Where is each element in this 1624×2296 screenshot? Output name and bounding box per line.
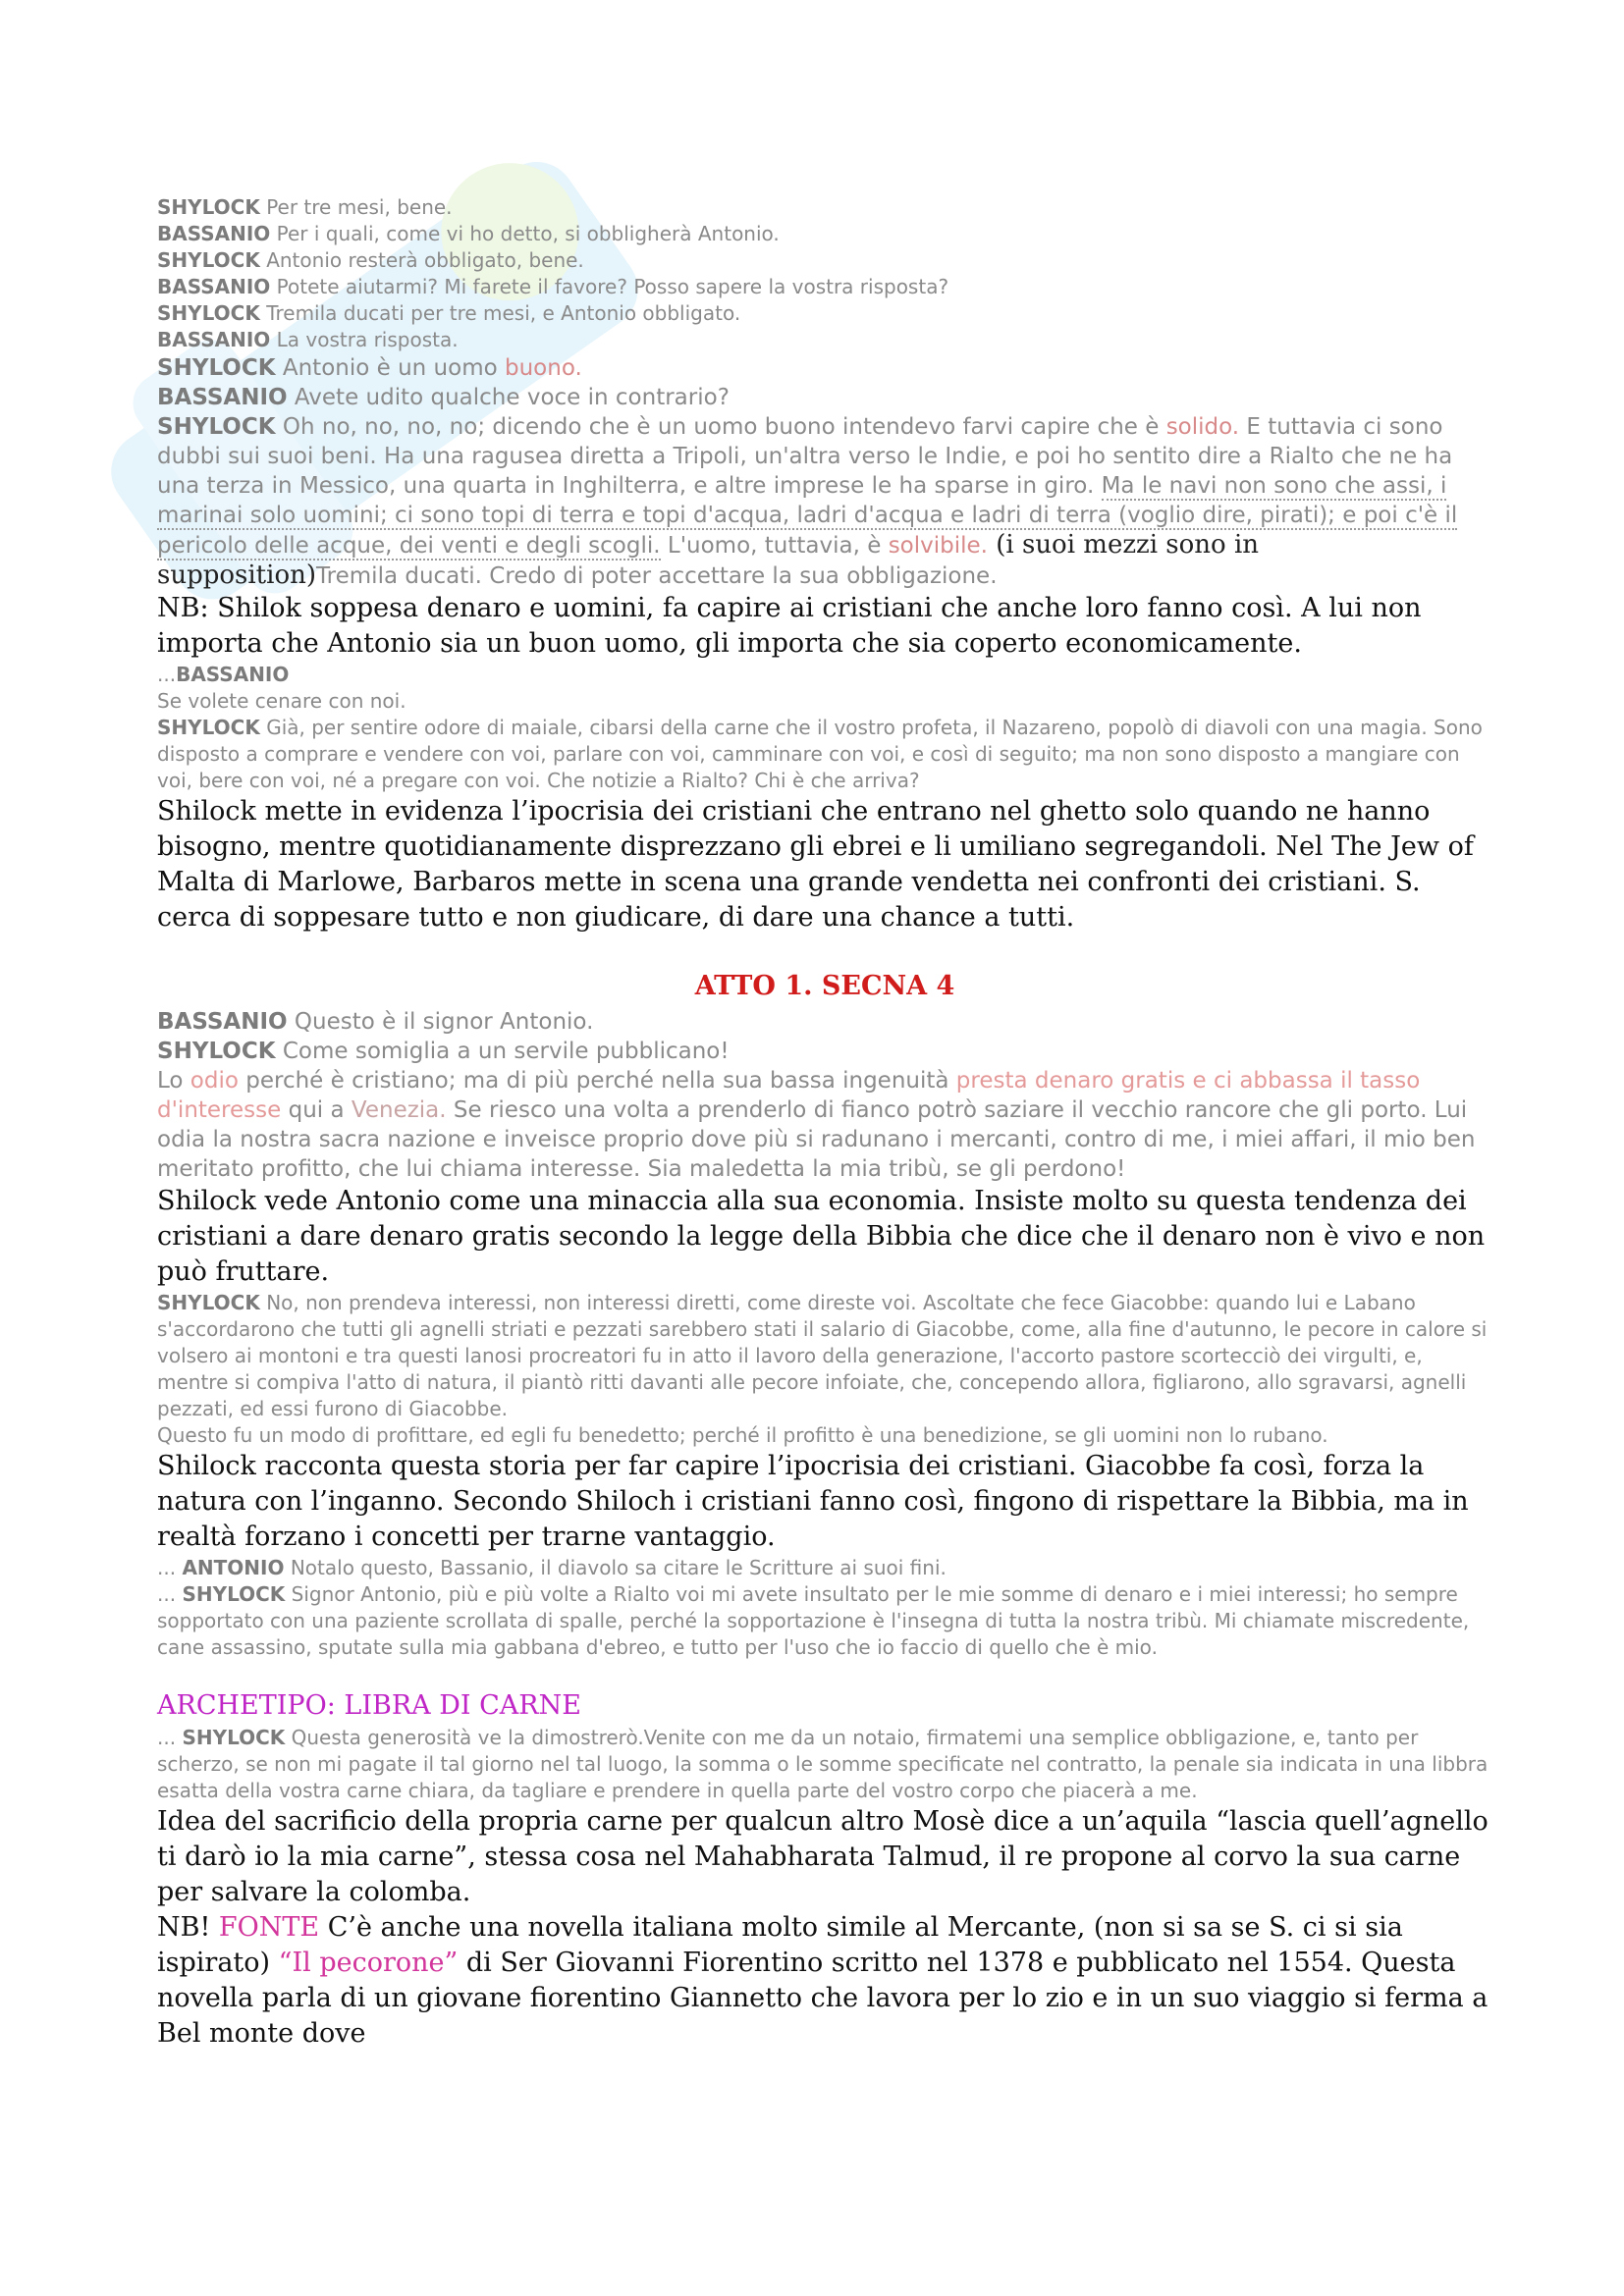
note-text: C’è anche una novella italiana molto simile al Mercante, (non si sa se S. ci si sia ispirato) xyxy=(157,1912,1403,1978)
dialogue-text: Oh no, no, no, no; dicendo che è un uomo buono intendevo farvi capire che è xyxy=(275,414,1166,440)
speaker-name: SHYLOCK xyxy=(157,195,260,219)
dialogue-text: perché è cristiano; ma di più perché nella sua bassa ingenuità xyxy=(238,1068,956,1094)
speaker-name: SHYLOCK xyxy=(182,1582,286,1606)
speaker-name: SHYLOCK xyxy=(157,716,260,739)
dialogue-text: L'uomo, tuttavia, è xyxy=(660,533,889,559)
study-note: Shilock vede Antonio come una minaccia alla sua economia. Insiste molto su questa tendenza dei cristiani a dare denaro gratis secondo la legge della Bibbia che dice che il denaro non è vivo e non può fruttare. xyxy=(157,1186,1486,1287)
speaker-name: BASSANIO xyxy=(176,663,290,686)
speaker-name: BASSANIO xyxy=(157,1009,288,1035)
dialogue-text: Per tre mesi, bene. xyxy=(259,195,453,219)
highlighted-word: buono. xyxy=(505,355,582,381)
highlighted-word: odio xyxy=(189,1068,239,1094)
archetype-heading: ARCHETIPO: LIBRA DI CARNE xyxy=(157,1690,581,1721)
dialogue-line xyxy=(157,1037,1492,1066)
dialogue-line xyxy=(157,327,1492,353)
speaker-name: BASSANIO xyxy=(157,328,271,351)
dialogue-paragraph xyxy=(157,1581,1492,1661)
dialogue-text: Questo è il signor Antonio. xyxy=(287,1009,594,1035)
dialogue-text: Potete aiutarmi? Mi farete il favore? Posso sapere la vostra risposta? xyxy=(270,275,949,298)
dialogue-text: Notalo questo, Bassanio, il diavolo sa citare le Scritture ai suoi fini. xyxy=(284,1556,947,1579)
dialogue-text: Antonio è un uomo xyxy=(275,355,505,381)
dialogue-line: Se volete cenare con noi. xyxy=(157,689,406,713)
dialogue-text: Signor Antonio, più e più volte a Rialto voi mi avete insultato per le mie somme di denaro e i miei interessi; ho sempre sopportato con una paziente scrollata di spalle, perché la sopportazione è l'insegna di tutta la nostra tribù. Mi chiamate miscredente, cane assassino, sputate sulla mia gabbana d'ebreo, e tutto per l'uso che io faccio di quello che è mio. xyxy=(157,1582,1470,1659)
dialogue-text: Se riesco una volta a prenderlo di fianco potrò saziare il vecchio rancore che gli porto. Lui odia la nostra sacra nazione e inveisce proprio dove più si radunano i mercanti, contro di me, i miei affari, il mio ben meritato profitto, che lui chiama interesse. Sia maledetta la mia tribù, se gli perdono! xyxy=(157,1097,1476,1182)
dialogue-line xyxy=(157,1555,1492,1581)
dialogue-text: Avete udito qualche voce in contrario? xyxy=(287,385,730,410)
ellipsis: ... xyxy=(157,663,177,686)
note-text: NB! xyxy=(157,1912,219,1943)
speaker-name: SHYLOCK xyxy=(157,414,276,440)
dialogue-line xyxy=(157,194,1492,221)
study-note: NB: Shilok soppesa denaro e uomini, fa capire ai cristiani che anche loro fanno così. A lui non importa che Antonio sia un buon uomo, gli importa che sia coperto economicamente. xyxy=(157,593,1422,659)
speaker-name: SHYLOCK xyxy=(157,248,260,272)
highlighted-phrase: presta denaro gratis e ci abbassa il tasso d'interesse xyxy=(157,1068,1421,1123)
speaker-name: SHYLOCK xyxy=(182,1726,286,1749)
dialogue-line xyxy=(157,662,1492,688)
speaker-name: BASSANIO xyxy=(157,385,288,410)
inline-annotation: (i suoi mezzi sono in supposition) xyxy=(157,530,1260,590)
underlined-passage: Ma le navi non sono che assi, i marinai solo uomini; ci sono topi di terra e topi d'acqua, ladri d'acqua e ladri di terra (voglio dire, pirati); e poi c'è il pericolo delle acque, dei venti e degli scogli. xyxy=(157,473,1458,559)
highlighted-word: Venezia. xyxy=(351,1097,447,1123)
highlighted-word: solido. xyxy=(1165,414,1240,440)
dialogue-line xyxy=(157,300,1492,327)
dialogue-paragraph xyxy=(157,1725,1492,1804)
dialogue-text: No, non prendeva interessi, non interessi diretti, come direste voi. Ascoltate che fece Giacobbe: quando lui e Labano s'accordarono che tutti gli agnelli striati e pezzati sarebbero stati il salario di Giacobbe, come, alla fine d'autunno, le pecore in calore si volsero ai montoni e tra questi lanosi procreatori fu in atto il lavoro della generazione, l'accorto pastore scortecciò dei virgulti, e, mentre si compiva l'atto di natura, il piantò ritti davanti alle pecore infoiate, che, concependo allora, figliarono, allo sgravarsi, agnelli pezzati, ed essi furono di Giacobbe. xyxy=(157,1291,1488,1420)
ellipsis: ... xyxy=(157,1582,183,1606)
dialogue-paragraph xyxy=(157,1066,1492,1184)
speaker-name: SHYLOCK xyxy=(157,1291,260,1314)
dialogue-line: Questo fu un modo di profittare, ed egli fu benedetto; perché il profitto è una benedizione, se gli uomini non lo rubano. xyxy=(157,1423,1328,1447)
speaker-name: BASSANIO xyxy=(157,222,271,245)
section-heading: ATTO 1. SECNA 4 xyxy=(694,971,955,1001)
dialogue-line xyxy=(157,1007,1492,1037)
dialogue-text: La vostra risposta. xyxy=(270,328,459,351)
source-title: “Il pecorone” xyxy=(278,1948,459,1978)
study-note: Shilock mette in evidenza l’ipocrisia dei cristiani che entrano nel ghetto solo quando ne hanno bisogno, mentre quotidianamente disprezzano gli ebrei e li umiliano segregandoli. Nel The Jew of Malta di Marlowe, Barbaros mette in scena una grande vendetta nei confronti dei cristiani. S. cerca di soppesare tutto e non giudicare, di dare una chance a tutti. xyxy=(157,796,1474,933)
dialogue-paragraph xyxy=(157,1290,1492,1422)
dialogue-line xyxy=(157,383,1492,412)
note-text: di Ser Giovanni Fiorentino scritto nel 1378 e pubblicato nel 1554. Questa novella parla di un giovane fiorentino Giannetto che lavora per lo zio e in un suo viaggio si ferma a Bel monte dove xyxy=(157,1948,1489,2049)
highlighted-word: solvibile. xyxy=(888,533,988,559)
ellipsis: ... xyxy=(157,1556,183,1579)
dialogue-text: Tremila ducati. Credo di poter accettare la sua obbligazione. xyxy=(316,563,998,589)
dialogue-text: Questa generosità ve la dimostrerò.Venite con me da un notaio, firmatemi una semplice obbligazione, e, tanto per scherzo, se non mi pagate il tal giorno nel tal luogo, la somma o le somme specificate nel contratto, la penale sia indicata in una libbra esatta della vostra carne chiara, da tagliare e prendere in quella parte del vostro corpo che piacerà a me. xyxy=(157,1726,1489,1802)
dialogue-text: Antonio resterà obbligato, bene. xyxy=(259,248,584,272)
dialogue-text: Per i quali, come vi ho detto, si obbligherà Antonio. xyxy=(270,222,780,245)
dialogue-line xyxy=(157,274,1492,300)
dialogue-paragraph xyxy=(157,715,1492,794)
study-note: Shilock racconta questa storia per far capire l’ipocrisia dei cristiani. Giacobbe fa così, forza la natura con l’inganno. Secondo Shiloch i cristiani fanno così, fingono di rispettare la Bibbia, ma in realtà forzano i concetti per trarne vantaggio. xyxy=(157,1451,1469,1552)
ellipsis: ... xyxy=(157,1726,183,1749)
speaker-name: BASSANIO xyxy=(157,275,271,298)
dialogue-paragraph xyxy=(157,412,1492,591)
speaker-name: SHYLOCK xyxy=(157,1039,276,1064)
dialogue-text: qui a xyxy=(281,1097,352,1123)
study-note xyxy=(157,1910,1492,2052)
source-label: FONTE xyxy=(218,1912,320,1943)
dialogue-text: Tremila ducati per tre mesi, e Antonio obbligato. xyxy=(259,301,741,325)
dialogue-line xyxy=(157,353,1492,383)
speaker-name: SHYLOCK xyxy=(157,355,276,381)
document-page xyxy=(157,194,1492,2052)
dialogue-text: Come somiglia a un servile pubblicano! xyxy=(275,1039,730,1064)
study-note: Idea del sacrificio della propria carne per qualcun altro Mosè dice a un’aquila “lascia quell’agnello ti darò io la mia carne”, stessa cosa nel Mahabharata Talmud, il re propone al corvo la sua carne per salvare la colomba. xyxy=(157,1806,1489,1907)
dialogue-text: Già, per sentire odore di maiale, cibarsi della carne che il vostro profeta, il Nazareno, popolò di diavoli con una magia. Sono disposto a comprare e vendere con voi, parlare con voi, camminare con voi, e così di seguito; ma non sono disposto a mangiare con voi, bere con voi, né a pregare con voi. Che notizie a Rialto? Chi è che arriva? xyxy=(157,716,1483,792)
dialogue-text: E tuttavia ci sono dubbi sui suoi beni. Ha una ragusea diretta a Tripoli, un'altra verso le Indie, e poi ho sentito dire a Rialto che ne ha una terza in Messico, una quarta in Inghilterra, e altre imprese le ha sparse in giro. xyxy=(157,414,1453,499)
dialogue-text: Lo xyxy=(157,1068,190,1094)
speaker-name: ANTONIO xyxy=(182,1556,285,1579)
dialogue-line xyxy=(157,247,1492,274)
dialogue-line xyxy=(157,221,1492,247)
speaker-name: SHYLOCK xyxy=(157,301,260,325)
